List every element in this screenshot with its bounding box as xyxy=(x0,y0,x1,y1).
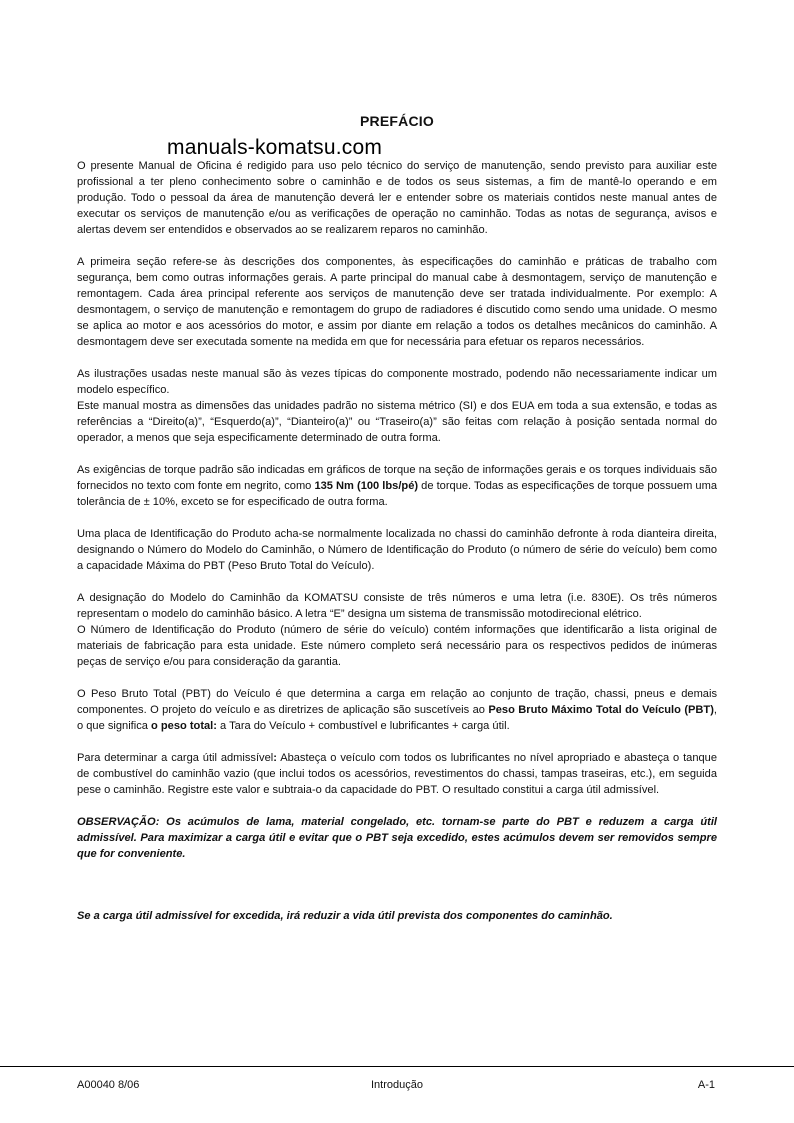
footer-page-number: A-1 xyxy=(697,1079,715,1091)
paragraph-product-id: O Número de Identificação do Produto (número de série do veículo) contém informações que identificarão a lista original de materiais de fabricação para esta unidade. Este número completo será necessário para os respectivos pedidos de inúmeras peças de serviço e/ou para consideração da garantia. xyxy=(77,624,717,668)
gvw-text-mid: , o que significa xyxy=(77,704,717,732)
payload-warning: Se a carga útil admissível for excedida, irá reduzir a vida útil prevista dos componentes do caminhão. xyxy=(77,910,613,922)
paragraph-id-plate: Uma placa de Identificação do Produto acha-se normalmente localizada no chassi do caminhão defronte à roda dianteira direita, designando o Número do Modelo do Caminhão, o Número de Identificação do Produto (o número de série do veículo) bem como a capacidade Máxima do PBT (Peso Bruto Total do Veículo). xyxy=(77,528,717,572)
gvw-max-term: Peso Bruto Máximo Total do Veículo (PBT) xyxy=(488,704,714,716)
footer-doc-code: A00040 8/06 xyxy=(77,1079,140,1091)
preface-body xyxy=(77,158,717,940)
observation-note: OBSERVAÇÃO: Os acúmulos de lama, material congelado, etc. tornam-se parte do PBT e reduzem a carga útil admissível. Para maximizar a carga útil e evitar que o PBT seja excedido, estes acúmulos devem ser removidos sempre que for conveniente. xyxy=(77,816,717,860)
footer-section: Introdução xyxy=(371,1079,423,1091)
payload-text-pre: Para determinar a carga útil admissível xyxy=(77,752,274,764)
footer-divider xyxy=(0,1066,794,1067)
torque-example: 135 Nm (100 lbs/pé) xyxy=(314,480,419,492)
gvw-total-term: o peso total: xyxy=(151,720,217,732)
torque-text-pre: As exigências de torque padrão são indicadas em gráficos de torque na seção de informações gerais e os torques individuais são fornecidos no texto com fonte em negrito, como xyxy=(77,464,717,492)
paragraph-units: Este manual mostra as dimensões das unidades padrão no sistema métrico (SI) e dos EUA em toda a sua extensão, e todas as referências a “Direito(a)”, “Esquerdo(a)”, “Dianteiro(a)” ou “Traseiro(a)” são feitas com relação à posição sentada normal do operador, a menos que seja especificamente determinado de outra forma. xyxy=(77,400,717,444)
paragraph-sections: A primeira seção refere-se às descrições dos componentes, às especificações do caminhão e práticas de trabalho com segurança, bem como outras informações gerais. A parte principal do manual cabe à desmontagem, serviço de manutenção e remontagem. Cada área principal referente aos serviços de manutenção deve ser tratada individualmente. Por exemplo: A desmontagem, o serviço de manutenção e remontagem do grupo de radiadores é discutido como sendo uma unidade. O mesmo se aplica ao motor e aos acessórios do motor, e assim por diante em relação a todos os detalhes mecânicos do caminhão. A desmontagem deve ser executada somente na medida em que for necessária para efetuar os reparos necessários. xyxy=(77,256,717,348)
payload-text-post: Abasteça o veículo com todos os lubrificantes no nível apropriado e abasteça o tanque de combustível do caminhão vazio (que inclui todos os acessórios, revestimentos do chassi, tampas traseiras, etc.), em seguida pese o caminhão. Registre este valor e subtraia-o da capacidade do PBT. O resultado constitui a carga útil admissível. xyxy=(77,752,718,796)
gvw-text-pre: O Peso Bruto Total (PBT) do Veículo é que determina a carga em relação ao conjunto de tração, chassi, pneus e demais componentes. O projeto do veículo e as diretrizes de aplicação são suscetíveis ao xyxy=(77,688,717,716)
paragraph-payload xyxy=(77,750,717,798)
torque-text-post: de torque. Todas as especificações de torque possuem uma tolerância de ± 10%, exceto se for especificado de outra forma. xyxy=(77,480,717,508)
paragraph-gvw xyxy=(77,686,717,734)
watermark-text: manuals-komatsu.com xyxy=(167,136,383,159)
paragraph-model-designation: A designação do Modelo do Caminhão da KOMATSU consiste de três números e uma letra (i.e. 830E). Os três números representam o modelo do caminhão básico. A letra “E” designa um sistema de transmissão motodirecional elétrico. xyxy=(77,592,717,620)
paragraph-illustrations: As ilustrações usadas neste manual são às vezes típicas do componente mostrado, podendo não necessariamente indicar um modelo específico. xyxy=(77,368,717,396)
page-title: PREFÁCIO xyxy=(360,113,434,129)
paragraph-intro: O presente Manual de Oficina é redigido para uso pelo técnico do serviço de manutenção, sendo previsto para auxiliar este profissional a ter pleno conhecimento sobre o caminhão e de todos os seus sistemas, a fim de mantê-lo operando e em produção. Todo o pessoal da área de manutenção deverá ler e entender sobre os materiais contidos neste manual antes de executar os serviços de manutenção e/ou as verificações de operação no caminhão. Todas as notas de segurança, avisos e alertas devem ser entendidos e observados ao se realizarem reparos no caminhão. xyxy=(77,160,717,236)
payload-colon: : xyxy=(273,752,277,764)
gvw-text-post: a Tara do Veículo + combustível e lubrificantes + carga útil. xyxy=(216,720,510,732)
paragraph-torque xyxy=(77,462,717,510)
